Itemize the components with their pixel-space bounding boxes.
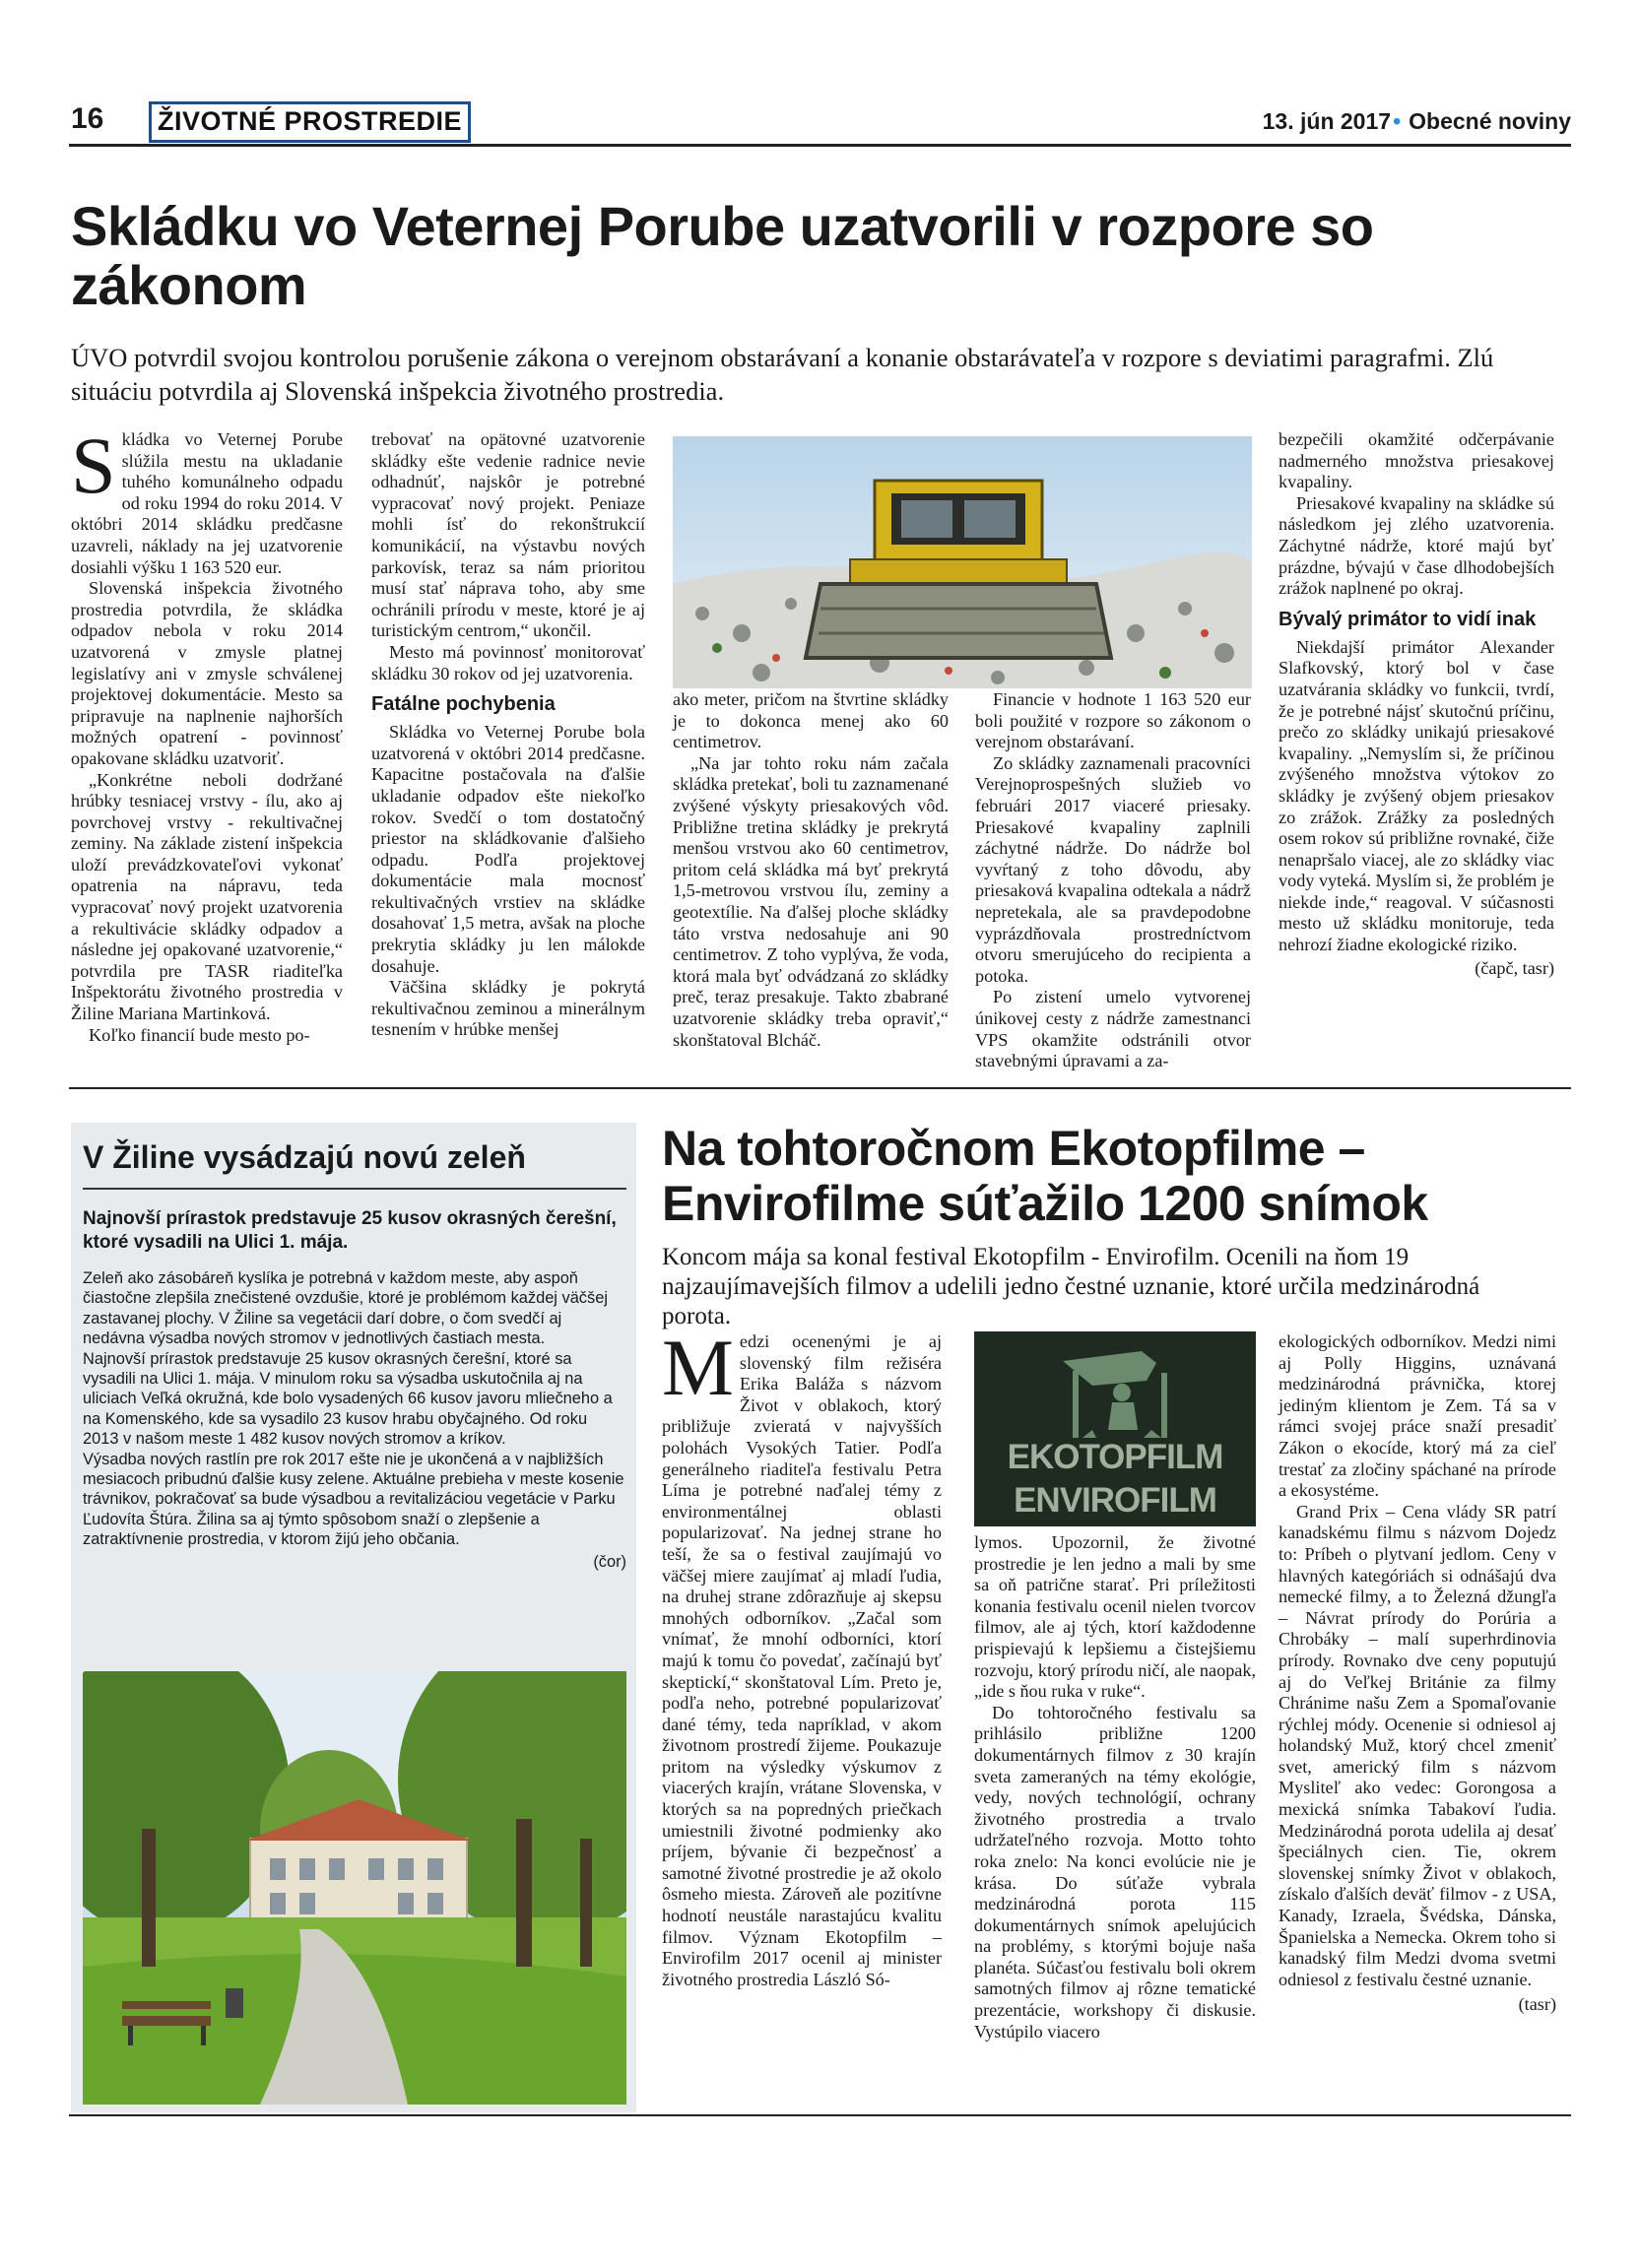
landfill-photo (673, 436, 1252, 688)
paragraph: „Konkrétne neboli dodržané hrúbky tesniacej vrstvy - ílu, ako aj povrchovej vrstvy - rekultivačnej zeminy. Na základe zistení inšpekcia uloží prevádzkovateľovi vykonať opatrenia na nápravu, teda vypracovať nový projekt uzatvorenia a rekultivácie skládky odpadov a následne jej opakované uzatvorenie,“ potvrdila pre TASR riaditeľka Inšpektorátu životného prostredia v Žiline Mariana Martinková. (71, 769, 343, 1024)
paragraph: Niekdajší primátor Alexander Slafkovský, ktorý bol v čase uzatvárania skládky vo funkcii, tvrdí, že je potrebné nájsť skutočnú príčinu, prečo zo skládky unikajú priesakové kvapaliny. „Nemyslím si, že príčinou zvýšeného množstva výtokov zo skládky je zvýšený objem priesakov zo zrážok. Zrážky za posledných osem rokov sú približne rovnaké, čiže nenapršalo viacej, ale zo skládky viac vody vyteká. Myslím si, že problém je niekde inde,“ reagoval. V súčasnosti mesto už skládku monitoruje, teda nehrozí žiadne ekologické riziko. (1279, 636, 1554, 955)
paragraph: ekologických odborníkov. Medzi nimi aj Polly Higgins, uznávaná medzinárodná právnička, ktorej jediným klientom je Zem. Tá sa v rámci svojej práce snaží presadiť Zákon o ekocíde, ktorý má za cieľ trestať za zločiny spáchané na prírode a ekosystéme. (1279, 1331, 1556, 1501)
box-lead: Najnovší prírastok predstavuje 25 kusov okrasných čerešní, ktoré vysadili na Ulici 1. mája. (83, 1208, 617, 1253)
paragraph: trebovať na opätovné uzatvorenie skládky ešte vedenie radnice nevie odhadnúť, najskôr je potrebné vypracovať nový projekt. Peniaze mohli ísť do rekonštrukcií komunikácií, na výstavbu nových parkovísk, teraz sa nám prioritou musí stať náprava toho, aby sme ochránili prírodu v meste, ktoré je aj turistickým centrom,“ ukončil. (371, 429, 645, 641)
paragraph: edzi ocenenými je aj slovenský film režiséra Erika Baláža s názvom Život v oblakoch, ktorý približuje zvieratá v najvyšších polohách Vysokých Tatier. Podľa generálneho riaditeľa festivalu Petra Líma je potrebné naďalej témy z environmentálnej oblasti popularizovať. Na jednej strane ho teší, že sa o festival zaujímajú vo väčšej miere zaujímať aj mladí ľudia, na druhej strane zdôrazňuje aj skepsu mnohých odborníkov. „Začal som vnímať, že mnohí odborníci, ktorí majú k tomu čo povedať, začínajú byť skeptickí,“ skonštatoval Lím. Preto je, podľa neho, potrebné popularizovať dané témy, teda napríklad, v akom životnom prostredí žijeme. Poukazuje pritom na výsledky výskumov z viacerých krajín, vrátane Slovenska, v ktorých sa na popredných priečkach umiestnili životné podmienky ako príjem, bývanie či bezpečnosť a samotné životné prostredie je až okolo ôsmeho miesta. Zároveň ale pozitívne hodnotí neustále narastajúcu kvalitu filmov. Význam Ekotopfilm – Envirofilm 2017 ocenil aj minister životného prostredia László Só- (662, 1331, 942, 1989)
byline: (čapč, tasr) (1475, 957, 1554, 978)
paragraph: Výsadba nových rastlín pre rok 2017 ešte nie je ukončená a v najbližších mesiacoch pribudnú ďalšie kusy zelene. Aktuálne prebieha v meste kosenie trávnikov, pokračovať sa bude výsadbou a revitalizáciou vegetácie v Parku Ľudovíta Štúra. Žilina sa aj týmto spôsobom snaží o zlepšenie a zatraktívnenie prostredia, v ktorom žijú jeho občania. (83, 1450, 624, 1549)
article2-column-3 (1279, 1331, 1556, 2016)
paragraph: kládka vo Veternej Porube slúžila mestu na ukladanie tuhého komunálneho odpadu od roku 1994 do roku 2014. V októbri 2014 skládku predčasne uzavreli, náklady na jej uzatvorenie dosiahli výšku 1 163 520 eur. (71, 429, 343, 577)
article1-headline: Skládku vo Veternej Porube uzatvorili v rozpore so zákonom (71, 195, 1374, 316)
dropcap-m: M (662, 1323, 734, 1412)
section-label: ŽIVOTNÉ PROSTREDIE (149, 101, 471, 143)
article2-column-2 (974, 1532, 1256, 2042)
box-body (83, 1268, 626, 1572)
article1-column-4 (975, 689, 1251, 1072)
footer-rule (69, 2114, 1571, 2116)
paragraph: Najnovší prírastok predstavuje 25 kusov okrasných čerešní, ktoré sa vysadili na Ulici 1. mája. V minulom roku sa výsadba uskutočnila aj na uliciach Veľká okružná, kde bolo vysadených 66 kusov javoru mliečneho a na Komenského, kde sa vysadilo 23 kusov hrabu obyčajného. Od roku 2013 v našom meste 1 482 kusov nových stromov a kríkov. (83, 1349, 613, 1449)
park-photo (83, 1671, 626, 2105)
logo-text-bottom: ENVIROFILM (1014, 1481, 1216, 1520)
paragraph: Po zistení umelo vytvorenej únikovej cesty z nádrže zamestnanci VPS okamžite odstránili otvor stavebnými úpravami a za- (975, 987, 1251, 1071)
paragraph: Slovenská inšpekcia životného prostredia potvrdila, že skládka odpadov nebola v roku 2014 uzatvorená v zmysle platnej legislatívy ani v zmysle schválenej projektovej dokumentácie. Mesto sa pripravuje na naplnenie najhorších možných opatrení - povinnosť opakovane skládku uzatvoriť. (71, 578, 343, 768)
box-title: V Žiline vysádzajú novú zeleň (83, 1139, 526, 1175)
bullet-icon: • (1393, 108, 1402, 134)
issue-info (1263, 108, 1571, 135)
subheading: Bývalý primátor to vidí inak (1279, 608, 1537, 630)
article2-lead: Koncom mája sa konal festival Ekotopfilm - Envirofilm. Ocenili na ňom 19 najzaujímavejších filmov a udelili jedno čestné uznanie, ktoré určila medzinárodná porota. (662, 1244, 1480, 1329)
paragraph: „Na jar tohto roku nám začala skládka pretekať, boli tu zaznamenané zvýšené výskyty priesakových vôd. Približne tretina skládky je prekrytá menšou vrstvou ako 60 centimetrov, pritom celá skládka má byť prekrytá 1,5-metrovou vrstvou ílu, zeminy a geotextílie. Na ďalšej ploche skládky táto vrstva nedosahuje ani 90 centimetrov. Z toho vyplýva, že voda, ktorá mala byť odvádzaná zo skládky preč, teraz presakuje. Takto zbabrané uzatvorenie skládky treba opraviť,“ skonštatoval Blcháč. (673, 752, 949, 1050)
cameraman-icon (974, 1331, 1256, 1440)
article1-column-3 (673, 689, 949, 1051)
article2-column-1 (662, 1323, 942, 1990)
paragraph: Priesakové kvapaliny na skládke sú následkom jej zlého uzatvorenia. Záchytné nádrže, ktoré majú byť prázdne, bývajú v čase dlhodobejších zrážok naplnené po okraj. (1279, 492, 1554, 599)
paragraph: Mesto má povinnosť monitorovať skládku 30 rokov od jej uzatvorenia. (371, 641, 645, 683)
byline: (tasr) (1518, 1994, 1556, 2015)
box-byline: (čor) (593, 1552, 626, 1571)
issue-date: 13. jún 2017 (1262, 108, 1392, 134)
paragraph: Do tohtoročného festivalu sa prihlásilo približne 1200 dokumentárnych filmov z 30 krajín sveta zameraných na témy ekológie, vedy, nových technológií, ochrany životného prostredia a trvalo udržateľného rozvoja. Motto tohto roka znelo: Na konci evolúcie nie je krása. Do súťaže vybrala medzinárodná porota 115 dokumentárnych snímok apelujúcich na problémy, s ktorými bojuje naša planéta. Súčasťou festivalu boli okrem samotných filmov aj rôzne tematické prezentácie, workshopy či diskusie. Vystúpilo viacero (974, 1702, 1256, 2041)
box-title-rule (83, 1188, 626, 1190)
paragraph: Zo skládky zaznamenali pracovníci Verejnoprospešných služieb vo februári 2017 viaceré priesaky. Priesakové kvapaliny zaplnili záchytné nádrže. Do nádrže bol vyvŕtaný z toho dôvodu, aby priesaková kvapalina odtekala a nádrž nepretekala, ale sa pravdepodobne vyprázdňovala prostredníctvom otvoru smerujúceho do recipienta a potoka. (975, 752, 1251, 986)
article2-headline: Na tohtoročnom Ekotopfilme – Envirofilme súťažilo 1200 snímok (662, 1121, 1428, 1231)
article1-lead: ÚVO potvrdil svojou kontrolou porušenie zákona o verejnom obstarávaní a konanie obstarávateľa v rozpore s deviatimi paragrafmi. Zlú situáciu potvrdila aj Slovenská inšpekcia životného prostredia. (71, 343, 1494, 406)
paragraph: Skládka vo Veternej Porube bola uzatvorená v októbri 2014 predčasne. Kapacitne postačovala na ďalšie ukladanie odpadov ešte niekoľko rokov. Svedčí o tom dostatočný priestor na skládkovanie ďalšieho odpadu. Podľa projektovej dokumentácie mala mocnosť rekultivačných vrstiev na skládke dosahovať 1,5 metra, avšak na ploche prekrytia skládky ju len málokde dosahuje. (371, 722, 645, 976)
publication-name: Obecné noviny (1409, 108, 1571, 134)
paragraph: Financie v hodnote 1 163 520 eur boli použité v rozpore so zákonom o verejnom obstarávaní. (975, 689, 1251, 752)
paragraph: ako meter, pričom na štvrtine skládky je to dokonca menej ako 60 centimetrov. (673, 689, 949, 752)
logo-text-top: EKOTOPFILM (1007, 1438, 1223, 1476)
ekotopfilm-logo (974, 1331, 1256, 1526)
section-divider (69, 1087, 1571, 1089)
paragraph: bezpečili okamžité odčerpávanie nadmerného množstva priesakovej kvapaliny. (1279, 429, 1554, 492)
article1-column-2 (371, 429, 645, 1041)
paragraph: Zeleň ako zásobáreň kyslíka je potrebná v každom meste, aby aspoň čiastočne zlepšila znečistené ovzdušie, ktoré je problémom každej väčšej zastavanej plochy. V Žiline sa vegetácii darí dobre, o čom svedčí aj nedávna výsadba nových stromov v jednotlivých častiach mesta. (83, 1269, 608, 1348)
paragraph: lymos. Upozornil, že životné prostredie je len jedno a mali by sme sa oň patrične starať. Pri príležitosti konania festivalu ocenil nielen tvorcov filmov, ale aj tých, ktorí každodenne prispievajú k lepšiemu a čistejšiemu rozvoju, ktorý prírodu ničí, ale naopak, „ide s ňou ruka v ruke“. (974, 1532, 1256, 1702)
article1-column-1 (71, 421, 343, 1046)
article1-column-5 (1279, 429, 1554, 979)
paragraph: Väčšina skládky je pokrytá rekultivačnou zeminou a minerálnym tesnením v hrúbke menšej (371, 977, 645, 1040)
subheading: Fatálne pochybenia (371, 693, 556, 716)
dropcap-s: S (71, 421, 116, 510)
paragraph: Koľko financií bude mesto po- (89, 1024, 310, 1045)
header-rule (69, 144, 1571, 147)
page-number: 16 (71, 102, 104, 135)
paragraph: Grand Prix – Cena vlády SR patrí kanadskému filmu s názvom Dojedz to: Príbeh o plytvaní jedlom. Ceny v hlavných kategóriách si odnášajú dva nemecké filmy, a to Železná džungľa – Návrat prírody do Porúria a Chrobáky – malí superhrdinovia prírody. Rovnako dve ceny poputujú aj do Veľkej Británie za filmy Chránime našu Zem a Spomaľovanie rýchlej módy. Ocenenie si odniesol aj holandský Muž, ktorý chcel zmeniť svet, americký film s názvom Mysliteľ ako vedec: Gorongosa a mexická snímka Tabakoví ľudia. Medzinárodná porota udelila aj desať špeciálnych cien. Tie, okrem slovenskej snímky Život v oblakoch, získalo ďalších deväť filmov - z USA, Kanady, Izraela, Švédska, Dánska, Španielska a Nemecka. Okrem toho si kanadský film Medzi dvoma svetmi odniesol z festivalu čestné uznanie. (1279, 1501, 1556, 1989)
